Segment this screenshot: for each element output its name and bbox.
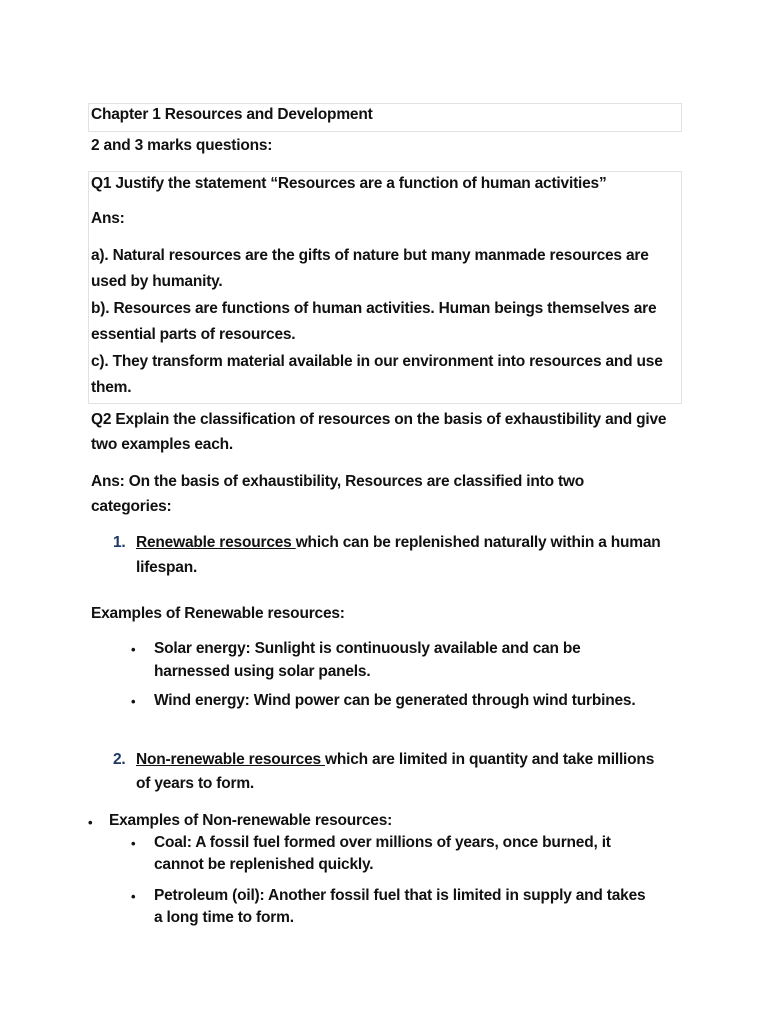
non-renewable-example-1-line2: cannot be replenished quickly. <box>154 856 374 873</box>
renewable-term: Renewable resources <box>136 534 296 551</box>
non-renewable-example-2-line2: a long time to form. <box>154 909 294 926</box>
q1-point-a-line2: used by humanity. <box>91 273 223 290</box>
bullet-icon: • <box>131 889 136 904</box>
q1-question: Q1 Justify the statement “Resources are a function of human activities” <box>91 175 607 192</box>
non-renewable-number: 2. <box>113 751 126 768</box>
q2-ans-line2: categories: <box>91 498 172 515</box>
q2-question-line2: two examples each. <box>91 436 233 453</box>
bullet-icon: • <box>131 694 136 709</box>
non-renewable-line2: of years to form. <box>136 775 255 792</box>
chapter-title: Chapter 1 Resources and Development <box>91 106 373 123</box>
bullet-icon: • <box>131 836 136 851</box>
non-renewable-term: Non-renewable resources <box>136 751 326 768</box>
non-renewable-line1 <box>136 750 654 770</box>
non-renewable-example-2-line1: Petroleum (oil): Another fossil fuel that is limited in supply and takes <box>154 887 646 904</box>
q1-point-a-line1: a). Natural resources are the gifts of nature but many manmade resources are <box>91 247 649 264</box>
q1-point-c-line2: them. <box>91 379 132 396</box>
non-renewable-example-1-line1: Coal: A fossil fuel formed over millions of years, once burned, it <box>154 834 611 851</box>
q1-point-c-line1: c). They transform material available in our environment into resources and use <box>91 353 663 370</box>
non-renewable-examples-heading: Examples of Non-renewable resources: <box>109 812 393 829</box>
renewable-number: 1. <box>113 534 126 551</box>
section-heading: 2 and 3 marks questions: <box>91 137 273 154</box>
renewable-example-2-line1: Wind energy: Wind power can be generated through wind turbines. <box>154 692 636 709</box>
q2-ans-line1: Ans: On the basis of exhaustibility, Resources are classified into two <box>91 473 585 490</box>
renewable-rest: which can be replenished naturally within a human <box>295 534 661 551</box>
q2-question-line1: Q2 Explain the classification of resources on the basis of exhaustibility and give <box>91 411 667 428</box>
q1-point-b-line1: b). Resources are functions of human activities. Human beings themselves are <box>91 300 657 317</box>
renewable-line2: lifespan. <box>136 559 198 576</box>
q1-point-b-line2: essential parts of resources. <box>91 326 296 343</box>
renewable-examples-heading: Examples of Renewable resources: <box>91 605 345 622</box>
renewable-line1 <box>136 533 661 553</box>
renewable-example-1-line2: harnessed using solar panels. <box>154 663 371 680</box>
bullet-icon: • <box>131 642 136 657</box>
non-renewable-rest: which are limited in quantity and take millions <box>325 751 655 768</box>
bullet-icon: • <box>88 815 93 830</box>
renewable-example-1-line1: Solar energy: Sunlight is continuously available and can be <box>154 640 581 657</box>
q1-ans-label: Ans: <box>91 210 125 227</box>
